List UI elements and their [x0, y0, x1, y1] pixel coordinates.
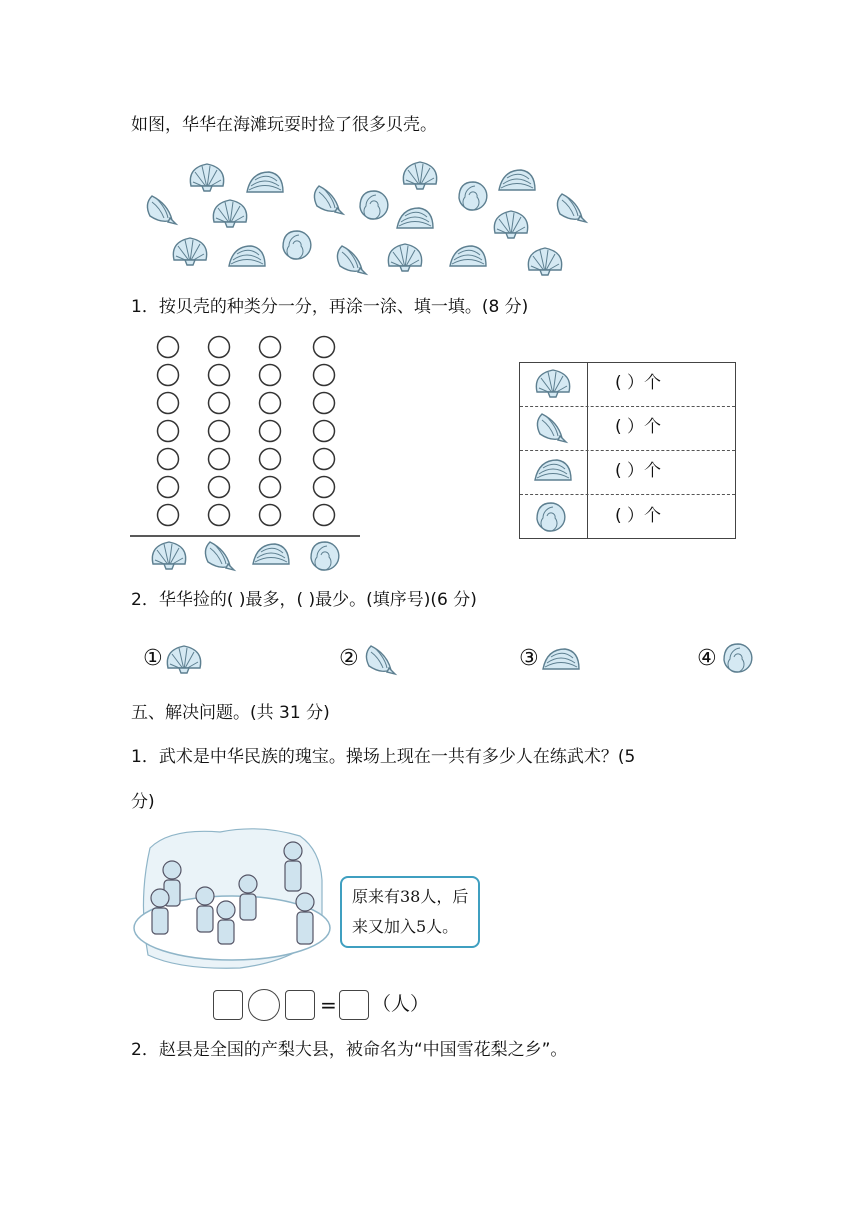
equation-box-1[interactable]: [213, 990, 243, 1020]
option-1-number: ①: [143, 646, 163, 671]
table-cell-fan[interactable]: ( ）个: [615, 373, 662, 393]
bubble-line-1: 原来有38人，后: [352, 887, 469, 906]
section-5-heading: 五、解决问题。(共 31 分): [131, 703, 330, 723]
problem-2: 2．赵县是全国的产梨大县，被命名为“中国雪花梨之乡”。: [131, 1040, 568, 1060]
intro-text: 如图，华华在海滩玩耍时捡了很多贝壳。: [131, 115, 437, 135]
table-cell-cone[interactable]: ( ）个: [615, 417, 662, 437]
equation-equals: =: [320, 993, 337, 1017]
equation-operator-circle[interactable]: [248, 989, 280, 1021]
problem-1-line-2: 分): [131, 792, 155, 812]
equation-box-2[interactable]: [285, 990, 315, 1020]
option-3-number: ③: [519, 646, 539, 671]
option-2-number: ②: [339, 646, 359, 671]
question-1: 1．按贝壳的种类分一分，再涂一涂、填一填。(8 分): [131, 297, 529, 317]
bubble-line-2: 来又加入5人。: [352, 917, 459, 936]
speech-bubble: [340, 876, 480, 948]
equation-answer-box[interactable]: [339, 990, 369, 1020]
problem-1-line-1: 1．武术是中华民族的瑰宝。操场上现在一共有多少人在练武术？(5: [131, 747, 636, 767]
table-cell-snail[interactable]: ( ）个: [615, 506, 662, 526]
table-cell-clam[interactable]: ( ）个: [615, 461, 662, 481]
option-4-number: ④: [697, 646, 717, 671]
equation-unit: （人）: [372, 993, 430, 1015]
question-2: 2．华华捡的( )最多，( )最少。(填序号)(6 分): [131, 590, 477, 610]
